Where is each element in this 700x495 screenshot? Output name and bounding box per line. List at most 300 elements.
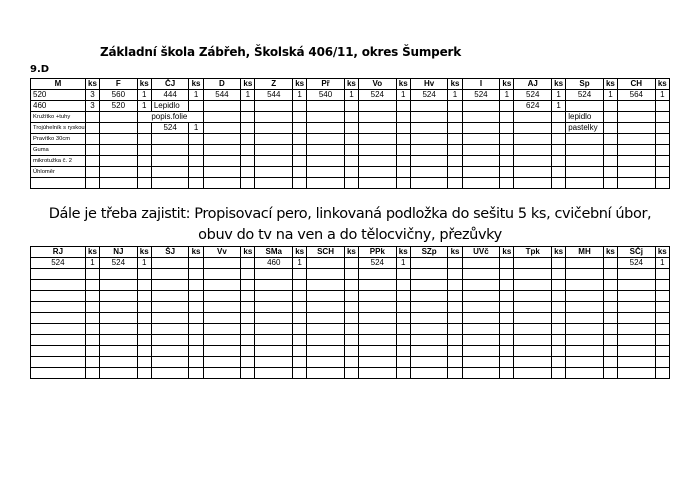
table-cell [655, 335, 669, 346]
table-row [31, 346, 670, 357]
table-cell [448, 291, 462, 302]
table-cell [293, 291, 307, 302]
table-cell [255, 357, 293, 368]
table-cell [603, 357, 617, 368]
table-cell [359, 291, 397, 302]
table-cell [151, 302, 189, 313]
table-cell [85, 335, 99, 346]
table-cell [514, 324, 552, 335]
col-header-sj: ŠJ [151, 247, 189, 258]
table-cell [307, 145, 345, 156]
table-cell [137, 134, 151, 145]
table-cell [189, 280, 203, 291]
table-cell [293, 134, 307, 145]
table-cell [603, 145, 617, 156]
table-cell [203, 134, 241, 145]
table-cell: 524 [100, 258, 138, 269]
col-header-sma: SMa [255, 247, 293, 258]
table-cell [203, 280, 241, 291]
table-header-row [31, 79, 670, 90]
table-cell [566, 156, 604, 167]
table-cell [618, 269, 656, 280]
table-cell [462, 302, 500, 313]
table-cell: 544 [255, 90, 293, 101]
col-header-ks: ks [500, 79, 514, 90]
table-cell: 1 [189, 90, 203, 101]
table-cell [241, 258, 255, 269]
table-cell [203, 112, 241, 123]
table-cell [462, 112, 500, 123]
col-header-hv: Hv [410, 79, 448, 90]
table-cell [566, 313, 604, 324]
table-cell [344, 357, 358, 368]
table-cell [241, 335, 255, 346]
table-cell [293, 156, 307, 167]
table-cell [448, 346, 462, 357]
table-cell [359, 313, 397, 324]
table-cell [189, 313, 203, 324]
table-cell [462, 101, 500, 112]
table-cell [100, 145, 138, 156]
table-cell [448, 269, 462, 280]
col-header-nj: NJ [100, 247, 138, 258]
table-cell: 524 [566, 90, 604, 101]
table-cell [448, 313, 462, 324]
table-cell [359, 123, 397, 134]
table-cell [448, 368, 462, 379]
table-cell [203, 368, 241, 379]
table-cell [552, 335, 566, 346]
table-cell [552, 346, 566, 357]
table-cell [552, 167, 566, 178]
col-header-ks: ks [293, 79, 307, 90]
table-cell [514, 178, 552, 189]
table-cell [255, 156, 293, 167]
table-cell [137, 324, 151, 335]
table-cell [100, 280, 138, 291]
table-cell [203, 302, 241, 313]
table-cell [137, 313, 151, 324]
table-cell [85, 167, 99, 178]
table-row [31, 145, 670, 156]
table-cell [500, 167, 514, 178]
table-cell [85, 346, 99, 357]
table-cell [137, 302, 151, 313]
table-cell: pastelky [566, 123, 604, 134]
table-cell [514, 346, 552, 357]
col-header-ks: ks [655, 79, 669, 90]
table-cell [552, 156, 566, 167]
table-cell: 524 [462, 90, 500, 101]
table-cell [603, 112, 617, 123]
table-cell [359, 167, 397, 178]
col-header-aj: AJ [514, 79, 552, 90]
table-cell [137, 123, 151, 134]
table-cell [137, 335, 151, 346]
table-cell: 1 [500, 90, 514, 101]
table-cell [618, 335, 656, 346]
table-cell: Úhloměr [31, 167, 86, 178]
table-cell [307, 368, 345, 379]
table-cell [241, 280, 255, 291]
table-cell [189, 156, 203, 167]
table-cell [500, 291, 514, 302]
table-cell [293, 280, 307, 291]
table-cell [603, 324, 617, 335]
table-cell [552, 178, 566, 189]
col-header-ks: ks [603, 79, 617, 90]
table-cell [255, 346, 293, 357]
col-header-ks: ks [85, 79, 99, 90]
col-header-mh: MH [566, 247, 604, 258]
table-cell [31, 368, 86, 379]
table-cell [137, 145, 151, 156]
table-row [31, 324, 670, 335]
table-cell [552, 357, 566, 368]
table-cell [344, 134, 358, 145]
col-header-ks: ks [448, 247, 462, 258]
table-cell [344, 313, 358, 324]
table-cell [618, 134, 656, 145]
table-cell [655, 291, 669, 302]
table-cell [552, 368, 566, 379]
table-cell [618, 291, 656, 302]
table-cell: 1 [396, 258, 410, 269]
table-cell [241, 346, 255, 357]
table-cell [500, 101, 514, 112]
table-cell [500, 368, 514, 379]
table-cell [566, 101, 604, 112]
table-cell [307, 324, 345, 335]
table-cell [396, 134, 410, 145]
table-cell [462, 291, 500, 302]
table-cell: 524 [359, 90, 397, 101]
table-cell [655, 368, 669, 379]
table-cell: 544 [203, 90, 241, 101]
table-cell [100, 112, 138, 123]
table-cell [410, 346, 448, 357]
table-cell: popis.folie [151, 112, 203, 123]
table-cell: 1 [396, 90, 410, 101]
table-cell [410, 357, 448, 368]
table-cell [151, 178, 189, 189]
table-cell [189, 134, 203, 145]
table-cell [500, 280, 514, 291]
table-cell [100, 178, 138, 189]
table-cell [655, 313, 669, 324]
table-cell [410, 280, 448, 291]
table-cell [603, 280, 617, 291]
table-cell: 1 [137, 101, 151, 112]
table-cell [500, 145, 514, 156]
table-cell: Trojúhelník s ryskou [31, 123, 86, 134]
table-cell [618, 123, 656, 134]
table-cell [359, 346, 397, 357]
table-cell [255, 123, 293, 134]
table-cell [603, 167, 617, 178]
table-cell [203, 335, 241, 346]
table-cell [151, 291, 189, 302]
table-cell [603, 368, 617, 379]
table-cell [255, 112, 293, 123]
table-cell [100, 123, 138, 134]
table-cell [603, 156, 617, 167]
table-cell [100, 167, 138, 178]
table-cell [566, 269, 604, 280]
table-cell [344, 368, 358, 379]
table-cell [462, 324, 500, 335]
table-cell: lepidlo [566, 112, 604, 123]
table-row [31, 156, 670, 167]
table-cell [151, 258, 189, 269]
table-cell [203, 291, 241, 302]
table-cell [359, 101, 397, 112]
table-cell [396, 346, 410, 357]
table-cell [344, 291, 358, 302]
table-cell [151, 145, 189, 156]
table-cell [100, 269, 138, 280]
table-cell [618, 145, 656, 156]
table-cell [31, 335, 86, 346]
table-cell [85, 112, 99, 123]
table-cell [396, 335, 410, 346]
table-cell [410, 302, 448, 313]
col-header-ks: ks [189, 79, 203, 90]
table-cell [307, 101, 345, 112]
table-cell [31, 291, 86, 302]
table-cell [618, 101, 656, 112]
table-cell [500, 123, 514, 134]
table-row [31, 178, 670, 189]
table-cell [344, 324, 358, 335]
table-cell [603, 291, 617, 302]
table-cell [307, 167, 345, 178]
table-cell [514, 167, 552, 178]
table-cell [100, 313, 138, 324]
table-cell [462, 145, 500, 156]
table-cell [618, 368, 656, 379]
table-cell [618, 280, 656, 291]
table-cell [396, 112, 410, 123]
table-cell [307, 178, 345, 189]
table-cell: Kružítko +tuhy [31, 112, 86, 123]
table-cell [85, 368, 99, 379]
table-cell [448, 178, 462, 189]
table-cell [410, 112, 448, 123]
table-cell [241, 178, 255, 189]
table-cell: 1 [293, 90, 307, 101]
table-cell [655, 302, 669, 313]
table-cell [241, 112, 255, 123]
table-cell [151, 280, 189, 291]
table-cell [241, 156, 255, 167]
table-cell [566, 357, 604, 368]
table-cell [31, 357, 86, 368]
table-row [31, 101, 670, 112]
table-cell [566, 324, 604, 335]
table-cell [603, 123, 617, 134]
table-cell: 524 [359, 258, 397, 269]
table-cell: 1 [189, 123, 203, 134]
table-cell [514, 313, 552, 324]
table-row [31, 291, 670, 302]
table-row [31, 357, 670, 368]
table-cell [462, 134, 500, 145]
table-cell: 524 [410, 90, 448, 101]
table-cell [603, 335, 617, 346]
table-cell [344, 258, 358, 269]
table-cell [396, 324, 410, 335]
textbook-table-optional [30, 246, 670, 379]
table-cell [514, 291, 552, 302]
col-header-ks: ks [293, 247, 307, 258]
table-cell [359, 280, 397, 291]
table-cell: 1 [655, 258, 669, 269]
table-cell [552, 302, 566, 313]
table-cell [100, 335, 138, 346]
table-cell [344, 346, 358, 357]
table-cell [410, 167, 448, 178]
table-row [31, 112, 670, 123]
table-cell [500, 335, 514, 346]
table-cell [566, 145, 604, 156]
table-cell [655, 167, 669, 178]
table-cell [307, 258, 345, 269]
table-cell [137, 156, 151, 167]
table-cell [566, 258, 604, 269]
table-cell [189, 368, 203, 379]
table-cell [410, 123, 448, 134]
table-cell [100, 134, 138, 145]
table-cell [552, 291, 566, 302]
table-cell [655, 123, 669, 134]
table-cell [396, 368, 410, 379]
table-cell [566, 368, 604, 379]
table-cell [241, 313, 255, 324]
table-cell [500, 112, 514, 123]
table-cell [203, 156, 241, 167]
table-cell [618, 112, 656, 123]
table-cell [410, 368, 448, 379]
table-cell [189, 145, 203, 156]
table-cell [255, 291, 293, 302]
table-cell [31, 280, 86, 291]
table-cell [293, 324, 307, 335]
table-cell [552, 112, 566, 123]
table-cell [410, 291, 448, 302]
table-cell [293, 302, 307, 313]
col-header-vo: Vo [359, 79, 397, 90]
table-cell: 564 [618, 90, 656, 101]
table-cell [137, 291, 151, 302]
table-cell [514, 335, 552, 346]
table-cell [344, 123, 358, 134]
table-cell [448, 357, 462, 368]
table-cell [85, 357, 99, 368]
table-cell [241, 269, 255, 280]
col-header-ks: ks [137, 247, 151, 258]
col-header-i: I [462, 79, 500, 90]
table-cell [203, 101, 241, 112]
table-cell [500, 269, 514, 280]
table-cell [410, 101, 448, 112]
table-cell [189, 291, 203, 302]
col-header-rj: RJ [31, 247, 86, 258]
table-cell [85, 156, 99, 167]
table-cell [85, 280, 99, 291]
table-cell [552, 123, 566, 134]
col-header-ks: ks [396, 247, 410, 258]
col-header-vv: Vv [203, 247, 241, 258]
table-cell [31, 346, 86, 357]
table-cell [203, 145, 241, 156]
table-cell [203, 123, 241, 134]
table-row [31, 123, 670, 134]
table-cell [655, 346, 669, 357]
table-cell [448, 280, 462, 291]
col-header-ks: ks [396, 79, 410, 90]
table-cell: 624 [514, 101, 552, 112]
table-cell [100, 357, 138, 368]
col-header-ch: CH [618, 79, 656, 90]
table-cell [85, 324, 99, 335]
table-cell: 3 [85, 101, 99, 112]
table-cell [655, 324, 669, 335]
table-cell [151, 269, 189, 280]
table-cell [344, 178, 358, 189]
table-cell [255, 368, 293, 379]
table-cell: 3 [85, 90, 99, 101]
table-cell [448, 167, 462, 178]
table-cell [307, 302, 345, 313]
table-row [31, 90, 670, 101]
table-cell [448, 112, 462, 123]
table-cell [344, 269, 358, 280]
table-cell: 1 [448, 90, 462, 101]
table-cell: 1 [603, 90, 617, 101]
table-cell [410, 145, 448, 156]
table-cell [344, 167, 358, 178]
table-cell [307, 313, 345, 324]
table-cell [293, 313, 307, 324]
table-cell [293, 357, 307, 368]
table-cell [255, 145, 293, 156]
table-cell [85, 123, 99, 134]
col-header-ks: ks [344, 79, 358, 90]
table-cell [359, 156, 397, 167]
table-cell: Guma [31, 145, 86, 156]
col-header-szp: SZp [410, 247, 448, 258]
table-cell [603, 258, 617, 269]
table-cell [552, 313, 566, 324]
col-header-tpk: Tpk [514, 247, 552, 258]
table-cell [603, 346, 617, 357]
table-cell [410, 178, 448, 189]
table-cell: 1 [655, 90, 669, 101]
table-cell: Pravítko 30cm [31, 134, 86, 145]
table-cell [151, 368, 189, 379]
col-header-ks: ks [552, 247, 566, 258]
table-cell [448, 156, 462, 167]
table-cell [462, 280, 500, 291]
table-cell [410, 313, 448, 324]
table-cell [448, 123, 462, 134]
col-header-ks: ks [344, 247, 358, 258]
table-cell [514, 368, 552, 379]
table-cell [241, 123, 255, 134]
table-cell [189, 324, 203, 335]
table-cell: 460 [255, 258, 293, 269]
